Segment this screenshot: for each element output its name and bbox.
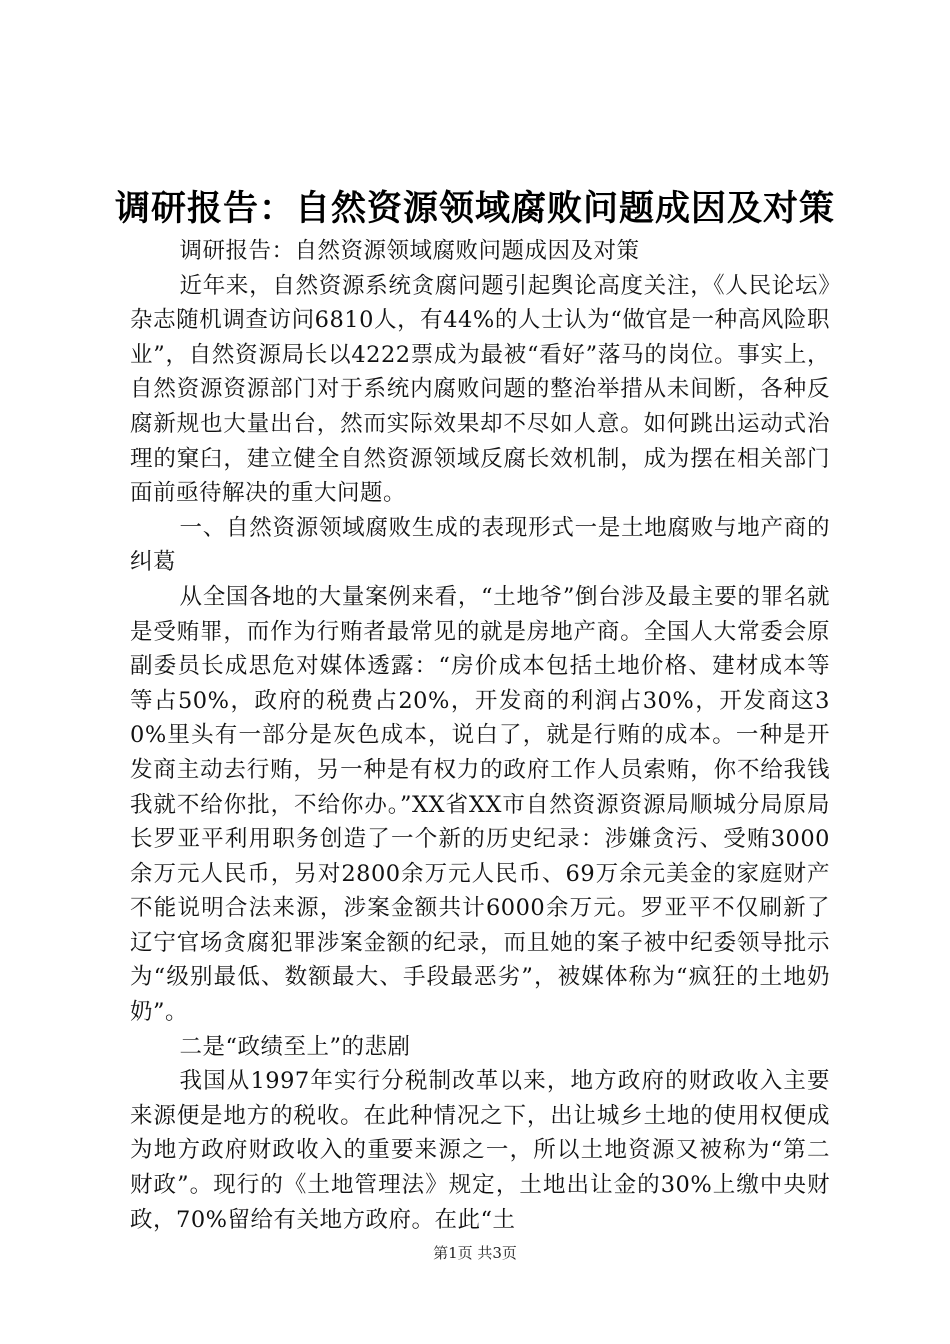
- paragraph-land-corruption: 从全国各地的大量案例来看，“土地爷”倒台涉及最主要的罪名就是受贿罪，而作为行贿者最常见的就是房地产商。全国人大常委会原副委员长成思危对媒体透露：“房价成本包括土地价格、建材成本等等占50%，政府的税费占20%，开发商的利润占30%，开发商这30%里头有一部分是灰色成本，说白了，就是行贿的成本。一种是开发商主动去行贿，另一种是有权力的政府工作人员索贿，你不给我钱我就不给你批，不给你办。”XX省XX市自然资源资源局顺城分局原局长罗亚平利用职务创造了一个新的历史纪录：涉嫌贪污、受贿3000余万元人民币，另对2800余万元人民币、69万余元美金的家庭财产不能说明合法来源，涉案金额共计6000余万元。罗亚平不仅刷新了辽宁官场贪腐犯罪涉案金额的纪录，而且她的案子被中纪委领导批示为“级别最低、数额最大、手段最恶劣”，被媒体称为“疯狂的土地奶奶”。: [130, 583, 830, 1026]
- paragraph-tax-reform: 我国从1997年实行分税制改革以来，地方政府的财政收入主要来源便是地方的税收。在此种情况之下，出让城乡土地的使用权便成为地方政府财政收入的重要来源之一，所以土地资源又被称为“第二财政”。现行的《土地管理法》规定，土地出让金的30%上缴中央财政，70%留给有关地方政府。在此“土: [130, 1068, 830, 1233]
- section-heading-one: 一、自然资源领域腐败生成的表现形式一是土地腐败与地产商的纠葛: [130, 514, 830, 576]
- paragraph-intro: 近年来，自然资源系统贪腐问题引起舆论高度关注，《人民论坛》杂志随机调查访问6810人，有44%的人士认为“做官是一种高风险职业”，自然资源局长以4222票成为最被“看好”落马的岗位。事实上，自然资源资源部门对于系统内腐败问题的整治举措从未间断，各种反腐新规也大量出台，然而实际效果却不尽如人意。如何跳出运动式治理的窠臼，建立健全自然资源领域反腐长效机制，成为摆在相关部门面前亟待解决的重大问题。: [130, 272, 830, 507]
- document-body: [130, 234, 830, 1237]
- paragraph-subtitle: 调研报告：自然资源领域腐败问题成因及对策: [179, 238, 640, 264]
- page-number: 第1页 共3页: [433, 1244, 517, 1262]
- document-title: 调研报告：自然资源领域腐败问题成因及对策: [114, 189, 835, 229]
- section-heading-two: 二是“政绩至上”的悲剧: [179, 1033, 411, 1060]
